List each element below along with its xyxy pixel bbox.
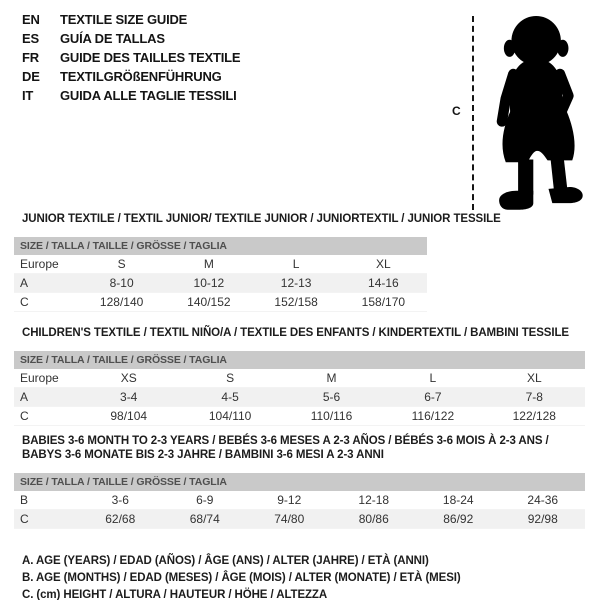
table-title: BABYS 3-6 MONATE BIS 2-3 JAHRE / BAMBINI 3-6 MESI A 2-3 ANNI [22, 449, 384, 461]
table-title: JUNIOR TEXTILE / TEXTIL JUNIOR/ TEXTILE JUNIOR / JUNIORTEXTIL / JUNIOR TESSILE [22, 213, 501, 225]
row-value: 4-5 [221, 390, 239, 404]
table-title: BABIES 3-6 MONTH TO 2-3 YEARS / BEBÉS 3-6 MESES A 2-3 AÑOS / BÉBÉS 3-6 MOIS À 2-3 ANS / [22, 435, 549, 447]
row-value: 80/86 [358, 512, 389, 526]
row-value: M [203, 257, 214, 271]
size-table-3 [14, 434, 585, 529]
language-label: TEXTILE SIZE GUIDE [60, 12, 188, 27]
row-value: 14-16 [368, 276, 399, 290]
row-value: 68/74 [189, 512, 220, 526]
row-value: 6-9 [196, 493, 214, 507]
language-label: TEXTILGRÖßENFÜHRUNG [60, 69, 222, 84]
row-value: 122/128 [512, 409, 556, 423]
table-row-europe [14, 369, 585, 388]
size-table-2 [14, 326, 585, 426]
size-header-bar: SIZE / TALLA / TAILLE / GRÖSSE / TAGLIA [14, 237, 427, 255]
table-row-c [14, 407, 585, 426]
row-label: A [20, 276, 29, 290]
language-row-fr [22, 48, 240, 67]
row-value: 104/110 [208, 409, 252, 423]
height-dashed-line [472, 16, 474, 210]
language-list [22, 10, 240, 105]
language-row-de [22, 67, 240, 86]
row-value: 110/116 [310, 409, 353, 423]
language-row-es [22, 29, 240, 48]
language-code: FR [22, 50, 39, 65]
row-value: 62/68 [105, 512, 136, 526]
table-row-a [14, 274, 427, 293]
language-label: GUÍA DE TALLAS [60, 31, 165, 46]
row-value: 7-8 [525, 390, 543, 404]
row-value: S [117, 257, 126, 271]
row-value: 12-13 [280, 276, 312, 290]
row-value: L [292, 257, 300, 271]
row-value: XL [376, 257, 391, 271]
row-value: XL [526, 371, 542, 385]
measurement-figure [448, 6, 596, 216]
table-title: CHILDREN'S TEXTILE / TEXTIL NIÑO/A / TEXTILE DES ENFANTS / KINDERTEXTIL / BAMBINI TESSILE [22, 327, 569, 339]
size-table-1 [14, 212, 501, 312]
row-value: 128/140 [99, 295, 144, 309]
language-code: DE [22, 69, 40, 84]
language-label: GUIDA ALLE TAGLIE TESSILI [60, 88, 237, 103]
footnote-c: C. (cm) HEIGHT / ALTURA / HAUTEUR / HÖHE / ALTEZZA [22, 589, 328, 600]
row-label: C [20, 295, 29, 309]
row-value: 6-7 [424, 390, 442, 404]
row-value: S [226, 371, 235, 385]
row-value: XS [120, 371, 137, 385]
row-value: 5-6 [322, 390, 341, 404]
row-label: Europe [20, 257, 59, 271]
row-label: C [20, 512, 29, 526]
baby-silhouette-icon [482, 8, 596, 214]
size-tables [14, 212, 585, 600]
size-header-bar: SIZE / TALLA / TAILLE / GRÖSSE / TAGLIA [14, 473, 585, 491]
row-value: 9-12 [277, 493, 302, 507]
language-label: GUIDE DES TAILLES TEXTILE [60, 50, 241, 65]
table-row-c [14, 293, 427, 312]
footnotes [14, 553, 585, 600]
row-value: 3-6 [111, 493, 129, 507]
size-header-bar: SIZE / TALLA / TAILLE / GRÖSSE / TAGLIA [14, 351, 585, 369]
row-value: 86/92 [443, 512, 474, 526]
row-value: 92/98 [527, 512, 558, 526]
row-value: 116/122 [411, 409, 455, 423]
row-value: 18-24 [442, 493, 474, 507]
row-value: 12-18 [358, 493, 390, 507]
row-value: 158/170 [361, 295, 406, 309]
row-value: 98/104 [110, 409, 148, 423]
row-label: C [20, 409, 29, 423]
row-value: 3-4 [120, 390, 138, 404]
row-value: 74/80 [274, 512, 305, 526]
row-value: 24-36 [527, 493, 559, 507]
table-row-c [14, 510, 585, 529]
measure-c-label: C [452, 104, 461, 118]
language-row-it [22, 86, 240, 105]
row-value: 10-12 [193, 276, 225, 290]
table-row-europe [14, 255, 427, 274]
table-row-a [14, 388, 585, 407]
language-code: EN [22, 12, 40, 27]
language-row-en [22, 10, 240, 29]
row-value: M [326, 371, 337, 385]
row-value: L [429, 371, 437, 385]
language-code: IT [22, 88, 34, 103]
row-label: Europe [20, 371, 59, 385]
footnote-a: A. AGE (YEARS) / EDAD (AÑOS) / ÂGE (ANS) / ALTER (JAHRE) / ETÀ (ANNI) [22, 555, 429, 567]
row-value: 140/152 [187, 295, 231, 309]
row-label: A [20, 390, 29, 404]
row-label: B [20, 493, 29, 507]
table-row-b [14, 491, 585, 510]
footnote-b: B. AGE (MONTHS) / EDAD (MESES) / ÂGE (MOIS) / ALTER (MONATE) / ETÀ (MESI) [22, 572, 461, 584]
row-value: 8-10 [109, 276, 134, 290]
row-value: 152/158 [274, 295, 318, 309]
language-code: ES [22, 31, 39, 46]
